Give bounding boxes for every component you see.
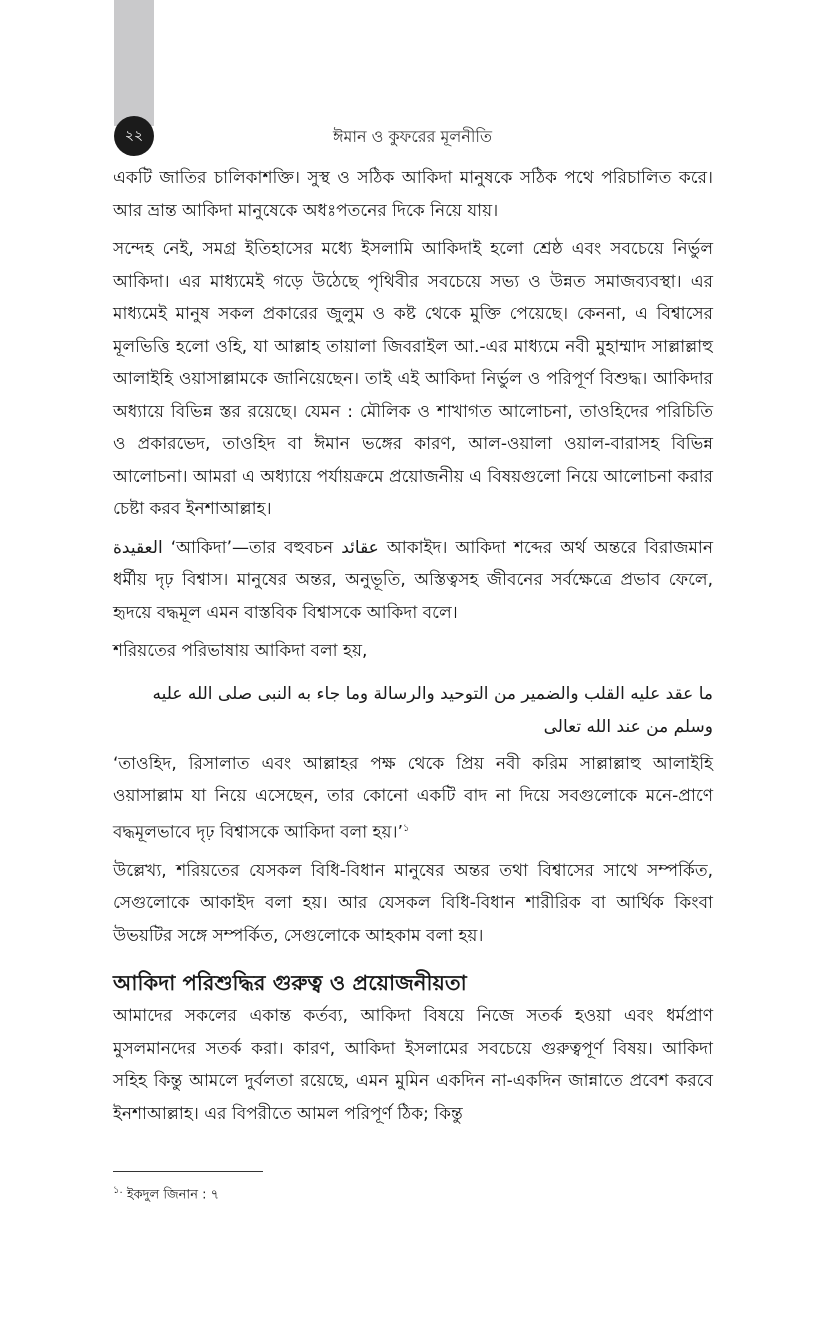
running-title: ঈমান ও কুফরের মূলনীতি <box>333 127 492 146</box>
paragraph-4: শরিয়তের পরিভাষায় আকিদা বলা হয়, <box>113 641 368 661</box>
footnote-divider <box>113 1171 263 1172</box>
footnote <box>113 1183 219 1206</box>
paragraph-6: আমাদের সকলের একান্ত কর্তব্য, আকিদা বিষয়ে নিজে সতর্ক হওয়া এবং ধর্মপ্রাণ মুসলমানদের সতর্ক করা। কারণ, আকিদা ইসলামের সবচেয়ে গুরুত্বপূর্ণ বিষয়। আকিদা সহিহ কিন্তু আমলে দুর্বলতা রয়েছে, এমন মুমিন একদিন না-একদিন জান্নাতে প্রবেশ করবে ইনশাআল্লাহ। এর বিপরীতে আমল পরিপূর্ণ ঠিক; কিন্তু <box>113 1006 713 1124</box>
paragraph-1: একটি জাতির চালিকাশক্তি। সুস্থ ও সঠিক আকিদা মানুষকে সঠিক পথে পরিচালিত করে। আর ভ্রান্ত আকিদা মানুষেকে অধঃপতনের দিকে নিয়ে যায়। <box>113 168 713 221</box>
footnote-marker: ১. <box>113 1185 123 1196</box>
footnote-ref: ১ <box>403 822 410 834</box>
page-body <box>113 162 713 1136</box>
arabic-quote: ما عقد عليه القلب والضمير من التوحيد والرسالة وما جاء به النبى صلى الله عليه وسلم من عند الله تعالى <box>152 683 713 737</box>
paragraph-5: উল্লেখ্য, শরিয়তের যেসকল বিধি-বিধান মানুষের অন্তর তথা বিশ্বাসের সাথে সম্পর্কিত, সেগুলোকে আকাইদ বলা হয়। আর যেসকল বিধি-বিধান শারীরিক বা আর্থিক কিংবা উভয়টির সঙ্গে সম্পর্কিত, সেগুলোকে আহকাম বলা হয়। <box>113 860 713 946</box>
paragraph-2: সন্দেহ নেই, সমগ্র ইতিহাসের মধ্যে ইসলামি আকিদাই হলো শ্রেষ্ঠ এবং সবচেয়ে নির্ভুল আকিদা। এর মাধ্যমেই গড়ে উঠেছে পৃথিবীর সবচেয়ে সভ্য ও উন্নত সমাজব্যবস্থা। এর মাধ্যমেই মানুষ সকল প্রকারের জুলুম ও কষ্ট থেকে মুক্তি পেয়েছে। কেননা, এ বিশ্বাসের মূলভিত্তি হলো ওহি, যা আল্লাহ তায়ালা জিবরাইল আ.-এর মাধ্যমে নবী মুহাম্মাদ সাল্লাল্লাহু আলাইহি ওয়াসাল্লামকে জানিয়েছেন। তাই এই আকিদা নির্ভুল ও পরিপূর্ণ বিশুদ্ধ। আকিদার অধ্যায়ে বিভিন্ন স্তর রয়েছে। যেমন : মৌলিক ও শাখাগত আলোচনা, তাওহিদের পরিচিতি ও প্রকারভেদ, তাওহিদ বা ঈমান ভঙ্গের কারণ, আল-ওয়ালা ওয়াল-বারাসহ বিভিন্ন আলোচনা। আমরা এ অধ্যায়ে পর্যায়ক্রমে প্রয়োজনীয় এ বিষয়গুলো নিয়ে আলোচনা করার চেষ্টা করব ইনশাআল্লাহ। <box>113 239 713 519</box>
footnote-text: ইকদুল জিনান : ৭ <box>126 1187 220 1203</box>
page-side-tab <box>114 0 154 126</box>
paragraph-3: العقيدة ‘আকিদা’—তার বহুবচন عقائد আকাইদ। আকিদা শব্দের অর্থ অন্তরে বিরাজমান ধর্মীয় দৃঢ় বিশ্বাস। মানুষের অন্তর, অনুভূতি, অস্তিত্বসহ জীবনের সর্বক্ষেত্রে প্রভাব ফেলে, হৃদয়ে বদ্ধমূল এমন বাস্তবিক বিশ্বাসকে আকিদা বলে। <box>113 537 713 623</box>
bengali-quote <box>113 748 713 849</box>
section-heading: আকিদা পরিশুদ্ধির গুরুত্ব ও প্রয়োজনীয়তা <box>113 971 467 996</box>
page-number: ২২ <box>124 128 144 144</box>
bengali-quote-text: ‘তাওহিদ, রিসালাত এবং আল্লাহর পক্ষ থেকে প্রিয় নবী করিম সাল্লাল্লাহু আলাইহি ওয়াসাল্লাম যা নিয়ে এসেছেন, তার কোনো একটি বাদ না দিয়ে সবগুলোকে মনে-প্রাণে বদ্ধমূলভাবে দৃঢ় বিশ্বাসকে আকিদা বলা হয়।’ <box>113 753 713 843</box>
